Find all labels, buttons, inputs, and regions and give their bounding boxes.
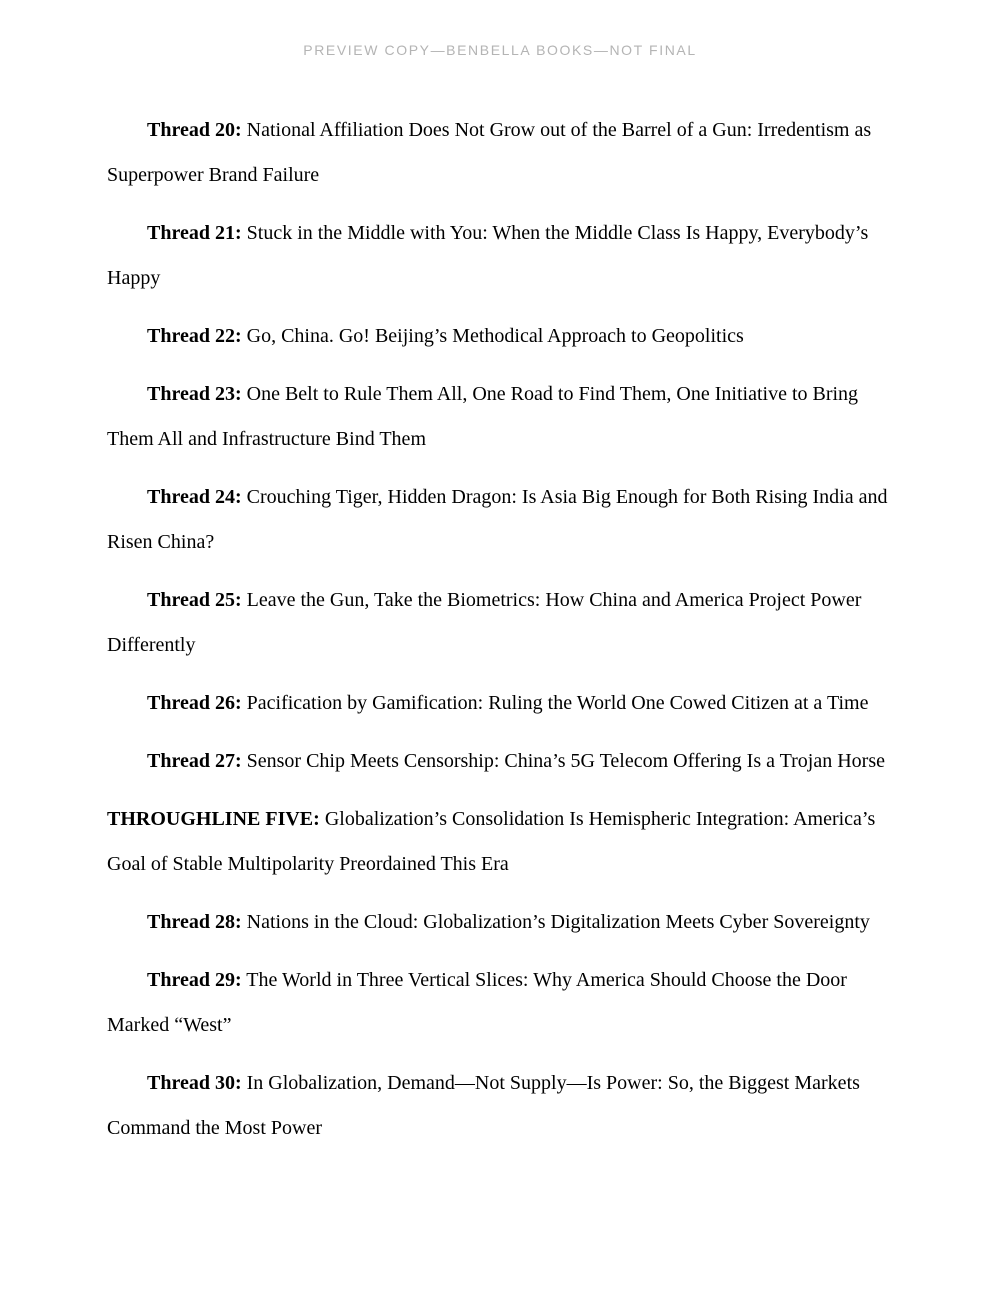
entry-title: Sensor Chip Meets Censorship: China’s 5G Telecom Offering Is a Trojan Horse bbox=[246, 750, 885, 772]
entry-title: Globalization’s Consolidation Is Hemispheric Integration: America’s Goal of Stable Multipolarity Preordained This Era bbox=[107, 808, 876, 875]
toc-paragraph-thread-25 bbox=[107, 578, 890, 668]
preview-watermark: PREVIEW COPY—BENBELLA BOOKS—NOT FINAL bbox=[303, 42, 697, 58]
entry-label: Thread 23: bbox=[147, 383, 242, 405]
entry-title: Pacification by Gamification: Ruling the World One Cowed Citizen at a Time bbox=[246, 692, 869, 714]
entry-label: Thread 20: bbox=[147, 119, 242, 141]
table-of-contents bbox=[107, 108, 890, 1151]
toc-paragraph-thread-21 bbox=[107, 211, 890, 301]
entry-title: National Affiliation Does Not Grow out of the Barrel of a Gun: Irredentism as Superpower Brand Failure bbox=[107, 119, 872, 186]
entry-label: Thread 22: bbox=[147, 325, 242, 347]
entry-title: The World in Three Vertical Slices: Why America Should Choose the Door Marked “West” bbox=[107, 969, 847, 1036]
entry-title: Crouching Tiger, Hidden Dragon: Is Asia Big Enough for Both Rising India and Risen China? bbox=[107, 486, 888, 553]
toc-paragraph-thread-30 bbox=[107, 1061, 890, 1151]
entry-label: Thread 29: bbox=[147, 969, 242, 991]
entry-label: Thread 27: bbox=[147, 750, 242, 772]
entry-title: In Globalization, Demand—Not Supply—Is Power: So, the Biggest Markets Command the Most Power bbox=[107, 1072, 860, 1139]
entry-title: Stuck in the Middle with You: When the Middle Class Is Happy, Everybody’s Happy bbox=[107, 222, 869, 289]
entry-title: Go, China. Go! Beijing’s Methodical Approach to Geopolitics bbox=[246, 325, 744, 347]
entry-title: One Belt to Rule Them All, One Road to Find Them, One Initiative to Bring Them All and Infrastructure Bind Them bbox=[107, 383, 859, 450]
toc-paragraph-thread-20 bbox=[107, 108, 890, 198]
toc-paragraph-thread-27 bbox=[107, 739, 890, 784]
toc-paragraph-thread-23 bbox=[107, 372, 890, 462]
toc-paragraph-thread-26 bbox=[107, 681, 890, 726]
toc-paragraph-thread-22 bbox=[107, 314, 890, 359]
entry-label: Thread 21: bbox=[147, 222, 242, 244]
toc-paragraph-thread-28 bbox=[107, 900, 890, 945]
entry-label: Thread 26: bbox=[147, 692, 242, 714]
entry-label: THROUGHLINE FIVE: bbox=[107, 808, 320, 830]
entry-title: Leave the Gun, Take the Biometrics: How China and America Project Power Differently bbox=[107, 589, 862, 656]
entry-label: Thread 30: bbox=[147, 1072, 242, 1094]
entry-label: Thread 28: bbox=[147, 911, 242, 933]
entry-label: Thread 24: bbox=[147, 486, 242, 508]
entry-title: Nations in the Cloud: Globalization’s Digitalization Meets Cyber Sovereignty bbox=[246, 911, 870, 933]
toc-paragraph-thread-29 bbox=[107, 958, 890, 1048]
entry-label: Thread 25: bbox=[147, 589, 242, 611]
toc-paragraph-throughline-five bbox=[107, 797, 890, 887]
toc-paragraph-thread-24 bbox=[107, 475, 890, 565]
